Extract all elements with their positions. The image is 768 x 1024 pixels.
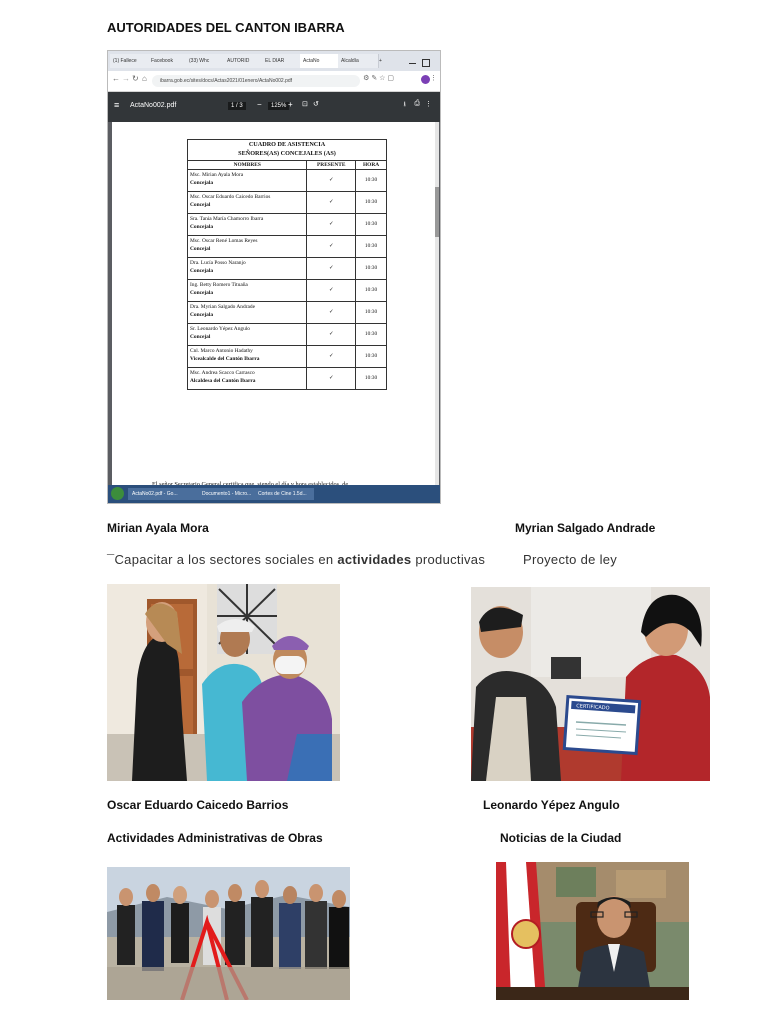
table-title-line1: CUADRO DE ASISTENCIA: [248, 141, 326, 148]
reload-icon[interactable]: ↻: [132, 74, 139, 83]
attendance-hour: 10:30: [356, 169, 387, 191]
attendee-role: Concejala: [190, 180, 214, 187]
table-row: [188, 345, 387, 367]
col-header-present: PRESENTE: [307, 160, 356, 169]
browser-screenshot: [107, 50, 441, 504]
zoom-in-icon[interactable]: +: [288, 100, 293, 109]
attendee-name: Msc. Andrea Scacco Carrasco: [190, 369, 255, 376]
attendee-name: Dra. Myrian Salgado Andrade: [190, 303, 255, 310]
attendee-role: Concejala: [190, 268, 214, 275]
caption-4: Noticias de la Ciudad: [500, 831, 622, 845]
table-row: [188, 279, 387, 301]
browser-tab[interactable]: (1) Fallece: [110, 54, 151, 68]
attendance-hour: 10:30: [356, 367, 387, 389]
table-row: [188, 257, 387, 279]
start-button[interactable]: [111, 487, 124, 500]
person-name-2: Myrian Salgado Andrade: [515, 521, 656, 535]
attendance-table: [187, 139, 387, 390]
attendee-name: Sr. Leonardo Yépez Angulo: [190, 325, 250, 332]
url-field[interactable]: ibarra.gob.ec/sites/docs/Actas2021/01enero/ActaNo002.pdf: [152, 75, 360, 87]
taskbar-item[interactable]: Cortes de Cine 1.5d...: [254, 488, 314, 500]
attendance-hour: 10:30: [356, 279, 387, 301]
browser-tab[interactable]: Facebook: [148, 54, 189, 68]
attendance-hour: 10:30: [356, 213, 387, 235]
present-check: ✓: [307, 191, 356, 213]
attendee-role: Concejal: [190, 334, 211, 341]
browser-tab[interactable]: EL DIAR: [262, 54, 303, 68]
fit-page-icon[interactable]: ⊡: [302, 101, 308, 108]
browser-tab-active[interactable]: ActaNo: [300, 54, 341, 68]
caption-1-text: ¯Capacitar a los sectores sociales en: [107, 552, 334, 567]
person-name-3: Oscar Eduardo Caicedo Barrios: [107, 798, 289, 812]
present-check: ✓: [307, 213, 356, 235]
present-check: ✓: [307, 257, 356, 279]
attendee-cell: [188, 345, 307, 367]
browser-tab[interactable]: AUTORID: [224, 54, 265, 68]
table-title-line2: SEÑORES(AS) CONCEJALES (AS): [238, 149, 336, 157]
table-row: [188, 235, 387, 257]
present-check: ✓: [307, 323, 356, 345]
col-header-hour: HORA: [356, 160, 387, 169]
attendance-hour: 10:30: [356, 301, 387, 323]
attendee-name: Dra. Lucía Posso Naranjo: [190, 259, 246, 266]
attendee-cell: [188, 301, 307, 323]
photo-community-visit: [107, 584, 340, 781]
zoom-out-icon[interactable]: −: [257, 100, 262, 109]
window-controls[interactable]: [408, 55, 436, 65]
attendee-cell: [188, 169, 307, 191]
scrollbar[interactable]: [435, 122, 439, 492]
present-check: ✓: [307, 235, 356, 257]
scrollbar-thumb[interactable]: [435, 187, 439, 237]
present-check: ✓: [307, 279, 356, 301]
browser-tab[interactable]: Alcaldía: [338, 54, 379, 68]
attendee-role: Alcaldesa del Cantón Ibarra: [190, 378, 256, 385]
print-icon[interactable]: ⎙: [414, 100, 420, 107]
address-bar: [108, 71, 440, 92]
browser-tab[interactable]: (33) Whc: [186, 54, 227, 68]
taskbar-item[interactable]: ActaNo02.pdf - Go...: [128, 488, 202, 500]
attendee-name: Sra. Tania María Chamorro Ibarra: [190, 215, 264, 222]
present-check: ✓: [307, 169, 356, 191]
attendee-role: Concejal: [190, 246, 211, 253]
forward-icon[interactable]: →: [122, 74, 130, 83]
attendee-cell: [188, 279, 307, 301]
caption-1: [107, 552, 485, 567]
col-header-names: NOMBRES: [188, 160, 307, 169]
photo-certificate: [471, 587, 710, 781]
attendee-name: Cnl. Marco Antonio Hadathy: [190, 347, 253, 354]
attendance-hour: 10:30: [356, 345, 387, 367]
back-icon[interactable]: ←: [112, 74, 120, 83]
attendee-cell: [188, 213, 307, 235]
more-icon[interactable]: ⋮: [425, 101, 432, 108]
pdf-filename: ActaNo002.pdf: [130, 102, 177, 109]
present-check: ✓: [307, 367, 356, 389]
rotate-icon[interactable]: ↺: [313, 101, 319, 108]
attendee-role: Vicealcalde del Cantón Ibarra: [190, 356, 260, 363]
table-row: [188, 301, 387, 323]
extensions-icon[interactable]: ⚙ ✎ ☆ ▢: [363, 75, 394, 82]
table-title: [188, 140, 387, 161]
table-row: [188, 191, 387, 213]
table-row: [188, 213, 387, 235]
attendee-role: Concejala: [190, 290, 214, 297]
avatar[interactable]: [421, 75, 430, 84]
home-icon[interactable]: ⌂: [142, 74, 147, 83]
attendee-cell: [188, 235, 307, 257]
present-check: ✓: [307, 301, 356, 323]
attendee-cell: [188, 257, 307, 279]
photo-official: [496, 862, 689, 1000]
certificate-label: CERTIFICADO: [576, 703, 610, 712]
attendee-name: Ing. Betty Romero Tituaña: [190, 281, 248, 288]
pdf-page: [112, 122, 435, 492]
new-tab-button[interactable]: +: [379, 58, 382, 64]
attendee-cell: [188, 323, 307, 345]
person-name-4: Leonardo Yépez Angulo: [483, 798, 620, 812]
hamburger-icon[interactable]: ≡: [114, 100, 120, 110]
caption-1-bold: actividades: [337, 552, 412, 567]
caption-2: Proyecto de ley: [523, 552, 618, 567]
attendee-role: Concejal: [190, 202, 211, 209]
photo-inauguration: [107, 867, 350, 1000]
zoom-level[interactable]: 125%: [268, 102, 289, 110]
taskbar-item[interactable]: Documento1 - Micro...: [198, 488, 258, 500]
attendee-cell: [188, 191, 307, 213]
attendee-name: Msc. Oscar René Lomas Reyes: [190, 237, 258, 244]
table-row: [188, 169, 387, 191]
person-name-1: Mirian Ayala Mora: [107, 521, 209, 535]
page-title: AUTORIDADES DEL CANTON IBARRA: [107, 20, 345, 35]
caption-3: Actividades Administrativas de Obras: [107, 831, 323, 845]
table-row: [188, 367, 387, 389]
taskbar: [108, 485, 440, 503]
attendance-hour: 10:30: [356, 257, 387, 279]
attendance-hour: 10:30: [356, 235, 387, 257]
menu-icon[interactable]: ⋮: [430, 75, 437, 82]
attendee-name: Msc. Oscar Eduardo Caicedo Barrios: [190, 193, 271, 200]
pdf-toolbar: [108, 92, 440, 122]
attendee-name: Msc. Mirian Ayala Mora: [190, 171, 244, 178]
table-row: [188, 323, 387, 345]
attendee-cell: [188, 367, 307, 389]
page-indicator[interactable]: 1 / 3: [228, 102, 246, 110]
attendance-hour: 10:30: [356, 191, 387, 213]
attendee-role: Concejala: [190, 224, 214, 231]
download-icon[interactable]: ⭳: [403, 101, 406, 108]
attendee-role: Concejala: [190, 312, 214, 319]
caption-1-end: productivas: [415, 552, 486, 567]
browser-tab-strip: [108, 51, 440, 71]
present-check: ✓: [307, 345, 356, 367]
attendance-hour: 10:30: [356, 323, 387, 345]
